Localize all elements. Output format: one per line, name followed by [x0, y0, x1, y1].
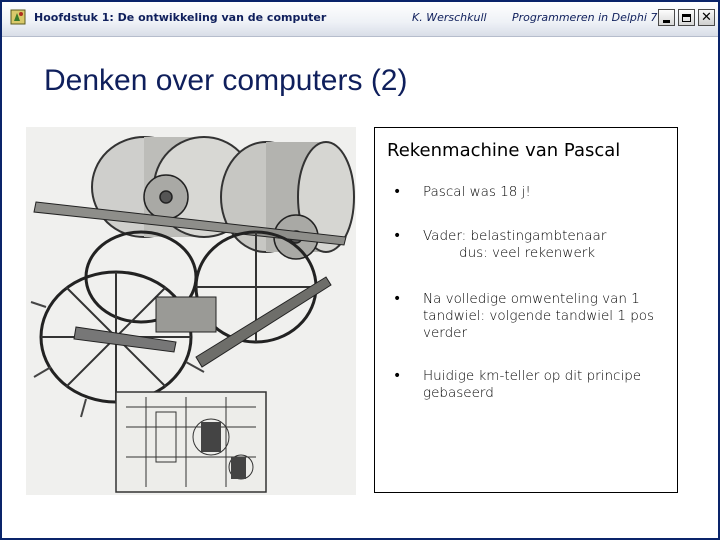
bullet-item-3 — [423, 291, 675, 342]
bullet-marker: • — [393, 368, 402, 384]
info-box — [374, 127, 678, 493]
bullet-text: Vader: belastingambtenaar — [423, 228, 607, 244]
bullet-item-1 — [423, 184, 675, 201]
bullet-item-2 — [423, 228, 675, 262]
bullet-text: Pascal was 18 j! — [423, 184, 531, 200]
bullet-marker: • — [393, 291, 402, 307]
slide-title: Denken over computers (2) — [44, 64, 408, 97]
minimize-button[interactable] — [658, 9, 675, 26]
close-icon: ✕ — [701, 10, 712, 25]
minimize-icon — [663, 20, 670, 23]
pascaline-engraving-image — [26, 127, 356, 495]
title-bar[interactable] — [2, 2, 718, 37]
box-heading: Rekenmachine van Pascal — [387, 140, 621, 161]
course-title: Programmeren in Delphi 7 — [512, 11, 658, 24]
bullet-item-4 — [423, 368, 675, 402]
author-name: K. Werschkull — [412, 11, 487, 24]
bullet-subtext: dus: veel rekenwerk — [459, 245, 596, 261]
bullet-marker: • — [393, 184, 402, 200]
presentation-icon[interactable] — [10, 9, 26, 25]
maximize-button[interactable] — [678, 9, 695, 26]
maximize-icon — [682, 14, 691, 22]
bullet-marker: • — [393, 228, 402, 244]
chapter-title: Hoofdstuk 1: De ontwikkeling van de computer — [34, 11, 327, 24]
close-button[interactable] — [698, 9, 715, 26]
bullet-text: Huidige km-teller op dit principe gebaseerd — [423, 368, 642, 401]
bullet-text: Na volledige omwenteling van 1 tandwiel: volgende tandwiel 1 pos verder — [423, 291, 655, 341]
